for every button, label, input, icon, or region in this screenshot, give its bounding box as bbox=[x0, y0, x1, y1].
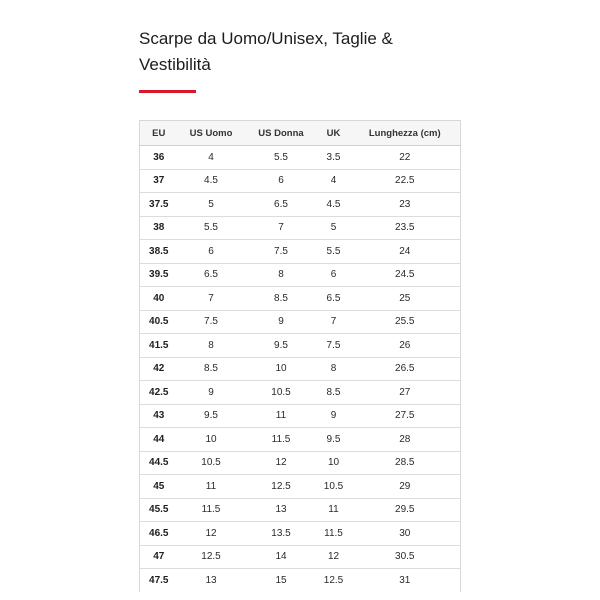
cell-us-men: 7.5 bbox=[178, 310, 245, 334]
cell-us-women: 11.5 bbox=[245, 428, 318, 452]
cell-length: 26 bbox=[350, 334, 461, 358]
cell-us-men: 11 bbox=[178, 475, 245, 499]
cell-length: 28 bbox=[350, 428, 461, 452]
table-row bbox=[140, 310, 461, 334]
cell-length: 24 bbox=[350, 240, 461, 264]
cell-us-men: 4.5 bbox=[178, 169, 245, 193]
table-row bbox=[140, 498, 461, 522]
cell-us-women: 8.5 bbox=[245, 287, 318, 311]
column-header-eu: EU bbox=[140, 121, 178, 146]
cell-uk: 8.5 bbox=[318, 381, 350, 405]
cell-us-women: 11 bbox=[245, 404, 318, 428]
size-chart-table bbox=[139, 120, 461, 592]
table-row bbox=[140, 263, 461, 287]
cell-eu: 47.5 bbox=[149, 574, 169, 586]
column-header-length: Lunghezza (cm) bbox=[350, 121, 461, 146]
table-row bbox=[140, 193, 461, 217]
cell-uk: 4 bbox=[318, 169, 350, 193]
cell-uk: 9 bbox=[318, 404, 350, 428]
cell-us-women: 14 bbox=[245, 545, 318, 569]
cell-uk: 6 bbox=[318, 263, 350, 287]
cell-eu: 45 bbox=[140, 475, 178, 499]
table-row bbox=[140, 545, 461, 569]
cell-eu: 44.5 bbox=[140, 451, 178, 475]
cell-length: 25 bbox=[350, 287, 461, 311]
cell-uk: 12.5 bbox=[323, 574, 344, 586]
cell-length: 29.5 bbox=[350, 498, 461, 522]
cell-us-women: 7 bbox=[245, 216, 318, 240]
cell-uk: 4.5 bbox=[318, 193, 350, 217]
cell-length: 27.5 bbox=[350, 404, 461, 428]
cell-us-women: 9.5 bbox=[245, 334, 318, 358]
page-title: Scarpe da Uomo/Unisex, Taglie & Vestibilità bbox=[139, 29, 393, 74]
cell-eu: 42.5 bbox=[140, 381, 178, 405]
cell-eu: 46.5 bbox=[140, 522, 178, 546]
cell-us-men: 10 bbox=[178, 428, 245, 452]
cell-eu: 38.5 bbox=[140, 240, 178, 264]
cell-uk: 7 bbox=[318, 310, 350, 334]
cell-length: 23.5 bbox=[350, 216, 461, 240]
cell-length: 31 bbox=[399, 574, 411, 586]
table-row bbox=[140, 334, 461, 358]
column-header-us-men: US Uomo bbox=[178, 121, 245, 146]
cell-us-women: 7.5 bbox=[245, 240, 318, 264]
cell-length: 30.5 bbox=[350, 545, 461, 569]
table-row bbox=[140, 169, 461, 193]
cell-eu: 40 bbox=[140, 287, 178, 311]
cell-uk: 5 bbox=[318, 216, 350, 240]
cell-us-men: 4 bbox=[178, 146, 245, 170]
table-row bbox=[140, 404, 461, 428]
cell-us-men: 5 bbox=[178, 193, 245, 217]
cell-us-men: 8 bbox=[178, 334, 245, 358]
cell-us-women: 8 bbox=[245, 263, 318, 287]
cell-eu: 40.5 bbox=[140, 310, 178, 334]
cell-us-women: 15 bbox=[275, 574, 287, 586]
cell-us-women: 5.5 bbox=[245, 146, 318, 170]
table-row bbox=[140, 381, 461, 405]
cell-eu: 42 bbox=[140, 357, 178, 381]
table-row bbox=[140, 451, 461, 475]
cell-us-women: 9 bbox=[245, 310, 318, 334]
cell-us-women: 12 bbox=[245, 451, 318, 475]
table-row bbox=[140, 240, 461, 264]
cell-us-men: 6.5 bbox=[178, 263, 245, 287]
cell-eu: 43 bbox=[140, 404, 178, 428]
cell-us-men: 12 bbox=[178, 522, 245, 546]
cell-uk: 5.5 bbox=[318, 240, 350, 264]
cell-length: 22.5 bbox=[350, 169, 461, 193]
table-row bbox=[140, 475, 461, 499]
cell-us-women: 13.5 bbox=[245, 522, 318, 546]
cell-us-men: 13 bbox=[205, 574, 217, 586]
cell-length: 26.5 bbox=[350, 357, 461, 381]
table-row bbox=[140, 287, 461, 311]
cell-eu: 41.5 bbox=[140, 334, 178, 358]
cell-eu: 38 bbox=[140, 216, 178, 240]
cell-length: 30 bbox=[350, 522, 461, 546]
cell-uk: 10.5 bbox=[318, 475, 350, 499]
cell-uk: 6.5 bbox=[318, 287, 350, 311]
cell-us-men: 10.5 bbox=[178, 451, 245, 475]
cell-uk: 10 bbox=[318, 451, 350, 475]
title-accent-divider bbox=[139, 90, 196, 93]
cell-length: 23 bbox=[350, 193, 461, 217]
cell-us-women: 10.5 bbox=[245, 381, 318, 405]
cell-length: 28.5 bbox=[350, 451, 461, 475]
cell-us-women: 13 bbox=[245, 498, 318, 522]
cell-uk: 9.5 bbox=[318, 428, 350, 452]
cell-us-women: 12.5 bbox=[245, 475, 318, 499]
table-row bbox=[140, 569, 461, 592]
cell-length: 22 bbox=[350, 146, 461, 170]
cell-eu: 44 bbox=[140, 428, 178, 452]
cell-us-men: 7 bbox=[178, 287, 245, 311]
cell-uk: 3.5 bbox=[318, 146, 350, 170]
cell-us-men: 9 bbox=[178, 381, 245, 405]
table-row bbox=[140, 146, 461, 170]
cell-us-women: 10 bbox=[245, 357, 318, 381]
cell-us-men: 8.5 bbox=[178, 357, 245, 381]
cell-us-men: 12.5 bbox=[178, 545, 245, 569]
cell-us-men: 11.5 bbox=[178, 498, 245, 522]
table-header-row bbox=[140, 121, 461, 146]
cell-length: 25.5 bbox=[350, 310, 461, 334]
table-row bbox=[140, 428, 461, 452]
cell-eu: 45.5 bbox=[140, 498, 178, 522]
cell-uk: 8 bbox=[318, 357, 350, 381]
cell-length: 27 bbox=[350, 381, 461, 405]
cell-length: 24.5 bbox=[350, 263, 461, 287]
cell-eu: 37 bbox=[140, 169, 178, 193]
cell-us-women: 6.5 bbox=[245, 193, 318, 217]
cell-us-men: 5.5 bbox=[178, 216, 245, 240]
table-row bbox=[140, 357, 461, 381]
column-header-uk: UK bbox=[318, 121, 350, 146]
cell-uk: 11.5 bbox=[318, 522, 350, 546]
table-row bbox=[140, 216, 461, 240]
table-body bbox=[140, 146, 461, 592]
cell-length: 29 bbox=[350, 475, 461, 499]
column-header-us-women: US Donna bbox=[245, 121, 318, 146]
cell-eu: 39.5 bbox=[140, 263, 178, 287]
cell-us-men: 9.5 bbox=[178, 404, 245, 428]
cell-uk: 11 bbox=[318, 498, 350, 522]
cell-us-men: 6 bbox=[178, 240, 245, 264]
cell-eu: 36 bbox=[140, 146, 178, 170]
cell-us-women: 6 bbox=[245, 169, 318, 193]
table-row bbox=[140, 522, 461, 546]
cell-eu: 47 bbox=[140, 545, 178, 569]
cell-uk: 7.5 bbox=[318, 334, 350, 358]
cell-uk: 12 bbox=[318, 545, 350, 569]
cell-eu: 37.5 bbox=[140, 193, 178, 217]
